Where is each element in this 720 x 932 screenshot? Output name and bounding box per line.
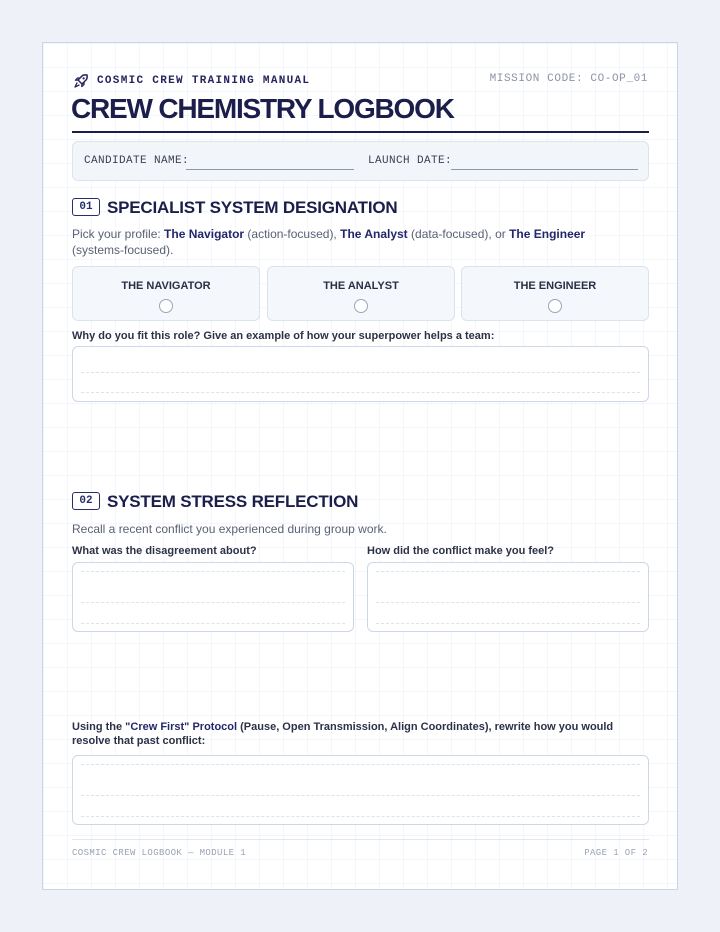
writing-line xyxy=(376,571,640,572)
feeling-answer-box[interactable] xyxy=(367,562,649,632)
manual-eyebrow xyxy=(73,73,310,89)
writing-line xyxy=(81,795,640,796)
writing-line xyxy=(81,372,640,373)
role-fit-answer-box[interactable] xyxy=(72,346,649,402)
section-intro-stress: Recall a recent conflict you experienced during group work. xyxy=(72,522,387,536)
footer-divider xyxy=(72,839,649,840)
rocket-icon xyxy=(73,73,89,89)
candidate-name-label: CANDIDATE NAME: xyxy=(84,155,190,167)
writing-line xyxy=(81,816,640,817)
launch-date-label: LAUNCH DATE: xyxy=(368,155,453,167)
role-fit-question: Why do you fit this role? Give an example of how your superpower helps a team: xyxy=(72,330,495,342)
section-title-designation: SPECIALIST SYSTEM DESIGNATION xyxy=(107,198,398,217)
section-number-02: 02 xyxy=(72,492,100,510)
writing-line xyxy=(81,623,345,624)
writing-line xyxy=(81,602,345,603)
feeling-question: How did the conflict make you feel? xyxy=(367,545,555,557)
role-option-navigator[interactable] xyxy=(72,266,260,321)
analyst-radio[interactable] xyxy=(354,299,368,313)
page-title: CREW CHEMISTRY LOGBOOK xyxy=(71,93,454,124)
candidate-name-field[interactable] xyxy=(186,169,354,170)
crew-first-protocol-question: Using the "Crew First" Protocol (Pause, Open Transmission, Align Coordinates), rewrite how you would resolve that past conflict: xyxy=(72,721,614,747)
role-label: THE ANALYST xyxy=(323,280,399,292)
writing-line xyxy=(81,392,640,393)
role-label: THE NAVIGATOR xyxy=(121,280,211,292)
disagreement-answer-box[interactable] xyxy=(72,562,354,632)
title-divider xyxy=(72,131,649,133)
writing-line xyxy=(81,571,345,572)
writing-line xyxy=(376,602,640,603)
page-number: PAGE 1 OF 2 xyxy=(584,848,648,858)
footer-module-label: COSMIC CREW LOGBOOK — MODULE 1 xyxy=(72,848,247,858)
role-option-engineer[interactable] xyxy=(461,266,649,321)
navigator-radio[interactable] xyxy=(159,299,173,313)
worksheet-page xyxy=(42,42,678,890)
disagreement-question: What was the disagreement about? xyxy=(72,545,257,557)
writing-line xyxy=(81,764,640,765)
engineer-radio[interactable] xyxy=(548,299,562,313)
section-title-stress: SYSTEM STRESS REFLECTION xyxy=(107,492,359,511)
role-label: THE ENGINEER xyxy=(513,280,597,292)
launch-date-field[interactable] xyxy=(451,169,638,170)
manual-label: COSMIC CREW TRAINING MANUAL xyxy=(97,75,311,87)
mission-code: MISSION CODE: CO-OP_01 xyxy=(489,73,648,85)
protocol-answer-box[interactable] xyxy=(72,755,649,825)
section-number-01: 01 xyxy=(72,198,100,216)
writing-line xyxy=(376,623,640,624)
section-intro-designation: Pick your profile: The Navigator (action-focused), The Analyst (data-focused), or The Engineer (systems-focused). xyxy=(72,227,586,257)
candidate-info-box xyxy=(72,141,649,181)
role-option-analyst[interactable] xyxy=(267,266,455,321)
